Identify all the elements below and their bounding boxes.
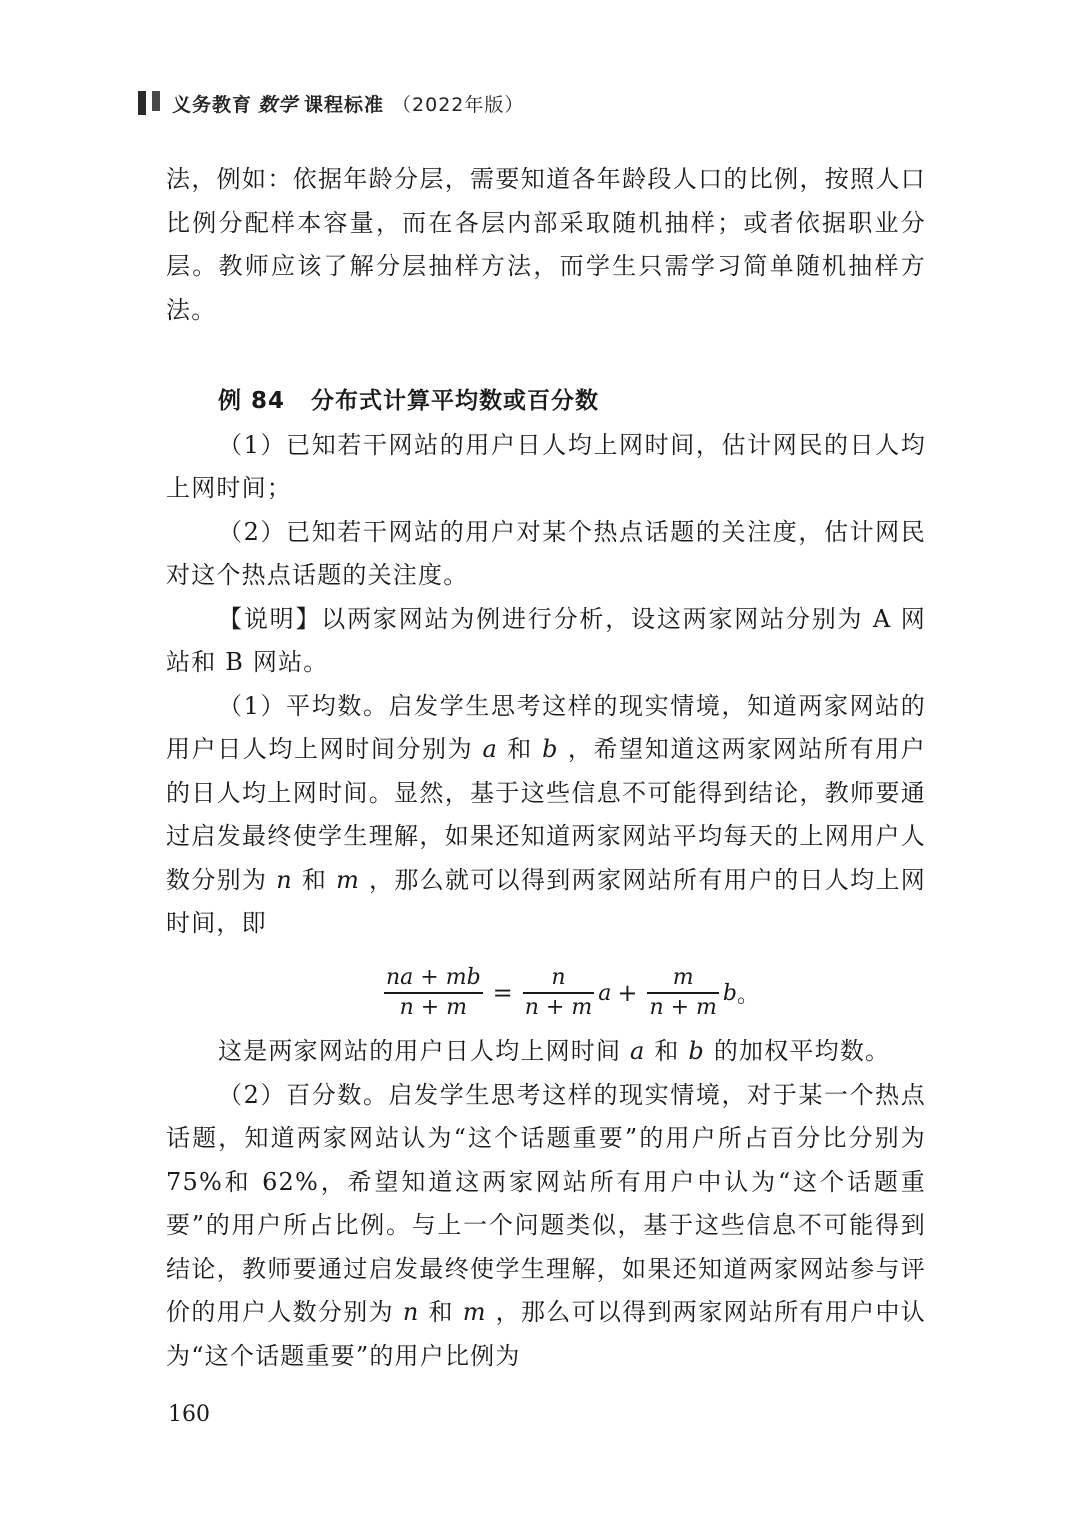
formula-end-punct: 。 (737, 982, 760, 1008)
weighted-average-sentence (166, 1030, 926, 1074)
average-paragraph (166, 685, 926, 946)
question-1: （1）已知若干网站的用户日人均上网时间，估计网民的日人均上网时间； (166, 430, 926, 502)
fraction-denominator: n + m (524, 994, 593, 1020)
header-bar (138, 91, 146, 115)
weighted-text-2: 和 (645, 1037, 689, 1065)
pct-text-2: 和 (419, 1298, 463, 1326)
explanation-paragraph: 【说明】以两家网站为例进行分析，设这两家网站分别为 A 网站和 B 网站。 (166, 604, 926, 676)
header-bar (152, 91, 160, 111)
var-a: a (482, 735, 499, 763)
formula-var-a: a (598, 980, 612, 1006)
header-edition: （2022年版） (392, 93, 525, 116)
page-number: 160 (168, 1402, 210, 1427)
intro-block (166, 158, 926, 332)
var-m: m (336, 865, 361, 894)
pct-text-3: ，那么可以得到两家网站所有用户中认为“这个话题重要”的用户比例为 (166, 1298, 927, 1370)
equals-sign: = (492, 979, 513, 1007)
avg-text-2: 和 (498, 735, 543, 763)
header-title-subject: 数学 (258, 93, 299, 116)
example-number: 例 84 (218, 388, 286, 414)
fraction-numerator: na + mb (386, 965, 481, 991)
var-a: a (630, 1037, 646, 1065)
example-title: 分布式计算平均数或百分数 (311, 388, 600, 414)
var-n: n (402, 1298, 420, 1326)
avg-text-3: ，希望知道这两家网站所有用户的日人均上网时间。显然，基于这些信息不可能得到结论，教师要通过启发最终使学生理解，如果还知道两家网站平均每天的上网用户人数分别为 (166, 735, 926, 894)
intro-paragraph: 法，例如：依据年龄分层，需要知道各年龄段人口的比例，按照人口比例分配样本容量，而在各层内部采取随机抽样；或者依据职业分层。教师应该了解分层抽样方法，而学生只需学习简单随机抽样方法。 (166, 165, 926, 324)
fraction-denominator: n + m (649, 994, 717, 1020)
weighted-text-1: 这是两家网站的用户日人均上网时间 (218, 1037, 631, 1065)
pct-text-1: （2）百分数。启发学生思考这样的现实情境，对于某一个热点话题，知道两家网站认为“这个话题重要”的用户所占百分比分别为75%和 62%，希望知道这两家网站所有用户中认为“这个话题重要”的用户所占比例。与上一个问题类似，基于这些信息不可能得到结论，教师要通过启发最终使学生理解，如果还知道两家网站参与评价的用户人数分别为 (166, 1080, 926, 1326)
fraction-2 (647, 964, 718, 1022)
question-2: （2）已知若干网站的用户对某个热点话题的关注度，估计网民对这个热点话题的关注度。 (166, 517, 926, 589)
var-b: b (688, 1037, 705, 1065)
percentage-paragraph (166, 1074, 926, 1379)
fraction-lhs (384, 964, 483, 1022)
example-block (166, 380, 926, 946)
avg-text-5: ，那么就可以得到两家网站所有用户的日人均上网时间，即 (166, 865, 926, 937)
header-title-part1: 义务教育 (172, 93, 253, 116)
fraction-numerator: m (672, 965, 694, 991)
formula-var-b: b (722, 980, 737, 1006)
example-heading (166, 380, 926, 424)
header-bar-marks (138, 91, 160, 115)
var-n: n (276, 865, 293, 894)
header-title-part3: 课程标准 (304, 93, 385, 116)
fraction-1 (523, 964, 594, 1022)
fraction-denominator: n + m (399, 994, 468, 1020)
var-m: m (462, 1298, 487, 1326)
running-header (138, 88, 524, 118)
fraction-numerator: n (551, 965, 566, 991)
var-b: b (542, 735, 559, 763)
weighted-text-3: 的加权平均数。 (704, 1037, 891, 1065)
avg-text-1: （1）平均数。启发学生思考这样的现实情境，知道两家网站的用户日人均上网时间分别为 (166, 691, 926, 763)
avg-text-4: 和 (292, 865, 337, 894)
after-formula-block (166, 1030, 926, 1378)
plus-sign: + (617, 979, 638, 1007)
weighted-average-formula (380, 958, 759, 1028)
header-title (172, 90, 524, 117)
